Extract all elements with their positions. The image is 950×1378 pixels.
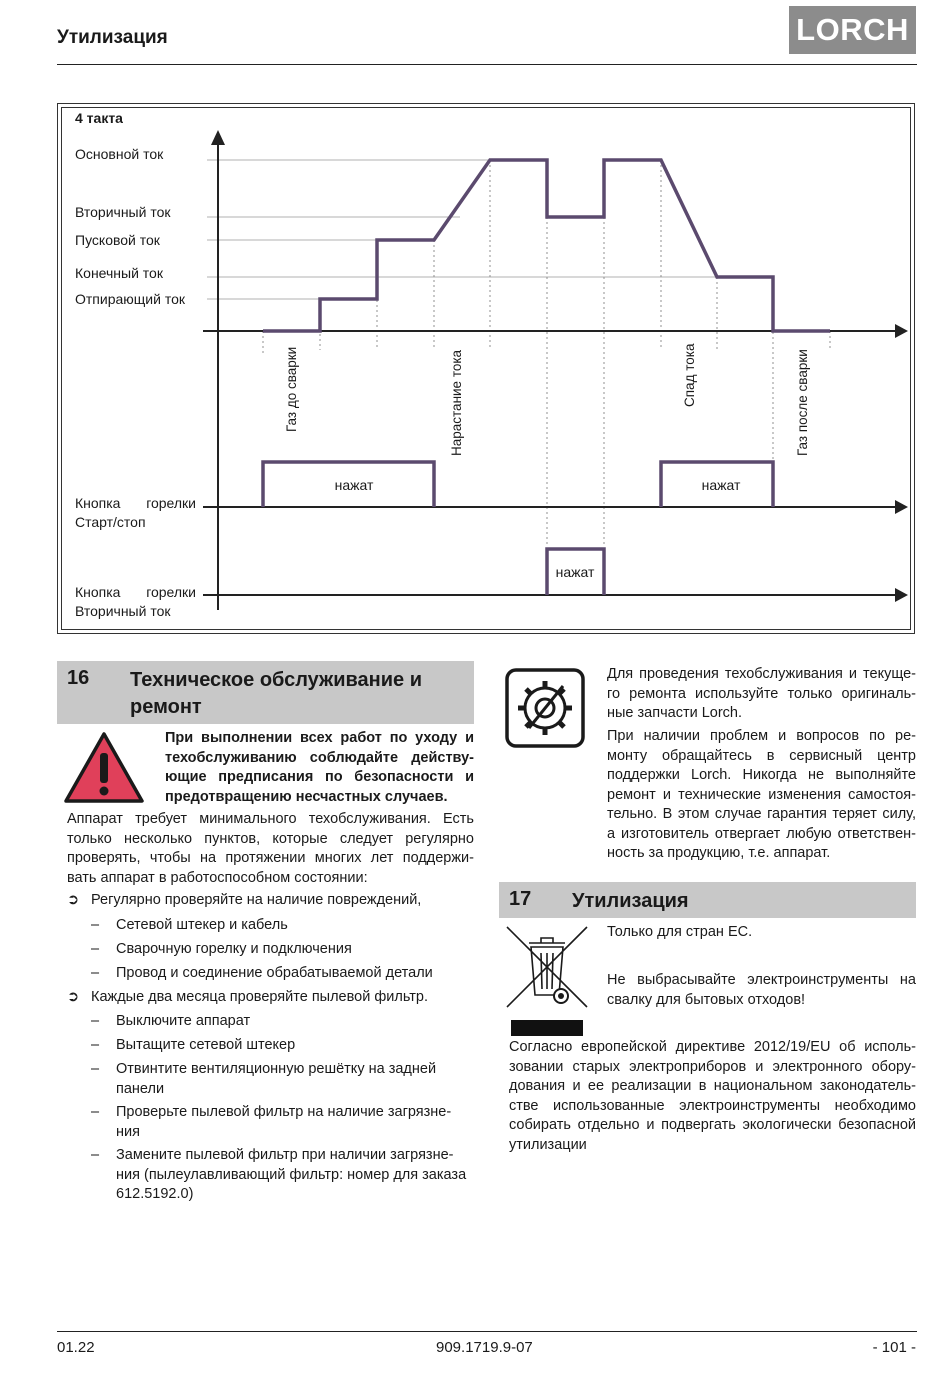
phase-label-upslope: Нарастание тока <box>449 349 464 456</box>
diagram-title: 4 такта <box>75 110 123 126</box>
list-item: – Замените пылевой фильтр при наличии загрязне- ния (пылеулавливающий фильтр: номер для заказа 612.5192.0) <box>91 1147 467 1202</box>
list-item: – Сварочную горелку и подключения <box>91 941 352 957</box>
list-item: – Сетевой штекер и кабель <box>91 917 288 933</box>
footer-rule <box>57 1331 917 1332</box>
section-16-number: 16 <box>67 667 90 689</box>
secondary-button-label: Кнопка горелки Вторичный ток <box>75 584 196 619</box>
footer-page-number: - 101 - <box>872 1339 916 1356</box>
section-16-heading <box>57 661 474 724</box>
level-label-unlock: Отпирающий ток <box>75 291 185 307</box>
service-gears-icon <box>505 668 585 748</box>
level-label-main: Основной ток <box>75 146 164 162</box>
pressed-label-3: нажат <box>555 564 595 580</box>
warning-triangle-icon <box>63 731 145 804</box>
arrow-bullet-icon: ➲ <box>67 892 80 908</box>
checklist-arrow-item-2: ➲ Каждые два месяца проверяйте пылевой фильтр. <box>67 989 428 1005</box>
checklist-arrow-item-1: ➲ Регулярно проверяйте на наличие повреждений, <box>67 892 422 908</box>
eu-only-text: Только для стран ЕС. <box>607 924 753 940</box>
eu-directive-paragraph: Согласно европейской директиве 2012/19/EU об исполь- зовании старых электроприборов и электронного обору- дования и ее реализации в национальном законодатель- стве использованные электроинструменты необходимо собирать отдельно и подвергать экологически безопасной утилизации <box>509 1039 916 1153</box>
arrow-bullet-icon: ➲ <box>67 989 80 1005</box>
list-item: – Выключите аппарат <box>91 1013 251 1029</box>
section-17-title: Утилизация <box>572 890 689 912</box>
list-item: – Вытащите сетевой штекер <box>91 1037 296 1053</box>
phase-label-downslope: Спад тока <box>682 343 697 407</box>
phase-label-postgas: Газ после сварки <box>795 349 810 456</box>
pressed-label-1: нажат <box>334 477 374 493</box>
safety-warning-text: При выполнении всех работ по уходу и техобслуживанию соблюдайте действу- ющие предписания по безопасности и предотвращению несчастных случаев. <box>165 730 474 805</box>
section-17-number: 17 <box>509 888 532 910</box>
list-item: – Провод и соединение обрабатываемой детали <box>91 965 433 981</box>
spare-parts-paragraph: Для проведения техобслуживания и текуще- го ремонта используйте только оригиналь- ные запчасти Lorch. <box>607 666 916 721</box>
footer-doc-number: 909.1719.9-07 <box>436 1339 533 1356</box>
list-item: – Отвинтите вентиляционную решётку на задней панели <box>91 1061 437 1097</box>
section-17-heading <box>499 882 916 918</box>
maintenance-intro-paragraph: Аппарат требует минимального техобслуживания. Есть только несколько пунктов, которые следует регулярно проверять, чтобы на протяжении многих лет поддержи- вать аппарат в работоспособном состоянии: <box>67 811 474 886</box>
service-contact-paragraph: При наличии проблем и вопросов по ре- монту обращайтесь в сервисный центр поддержки Lorch. Никогда не выполняйте ремонт и технические изменения самостоя- тельно. В этом случае гарантия теряет силу, а изготовитель отвергает любую ответствен- ность за продукцию, т.е. аппарат. <box>607 728 916 861</box>
page-header-title: Утилизация <box>57 27 168 48</box>
section-16-title: Техническое обслуживание и ремонт <box>130 669 423 718</box>
pressed-label-2: нажат <box>701 477 741 493</box>
footer-date: 01.22 <box>57 1339 95 1356</box>
phase-label-pregas: Газ до сварки <box>284 346 299 432</box>
weee-black-bar <box>511 1020 583 1036</box>
lorch-logo: LORCH <box>789 6 916 54</box>
crossed-out-bin-icon <box>505 925 589 1009</box>
startstop-button-label: Кнопка горелки Старт/стоп <box>75 495 196 530</box>
level-label-secondary: Вторичный ток <box>75 204 171 220</box>
list-item: – Проверьте пылевой фильтр на наличие загрязне- ния <box>91 1104 452 1140</box>
current-curve <box>263 160 830 331</box>
no-household-disposal-text: Не выбрасывайте электроинструменты на свалку для бытовых отходов! <box>607 972 916 1008</box>
level-label-start: Пусковой ток <box>75 232 160 248</box>
level-label-end: Конечный ток <box>75 265 163 281</box>
